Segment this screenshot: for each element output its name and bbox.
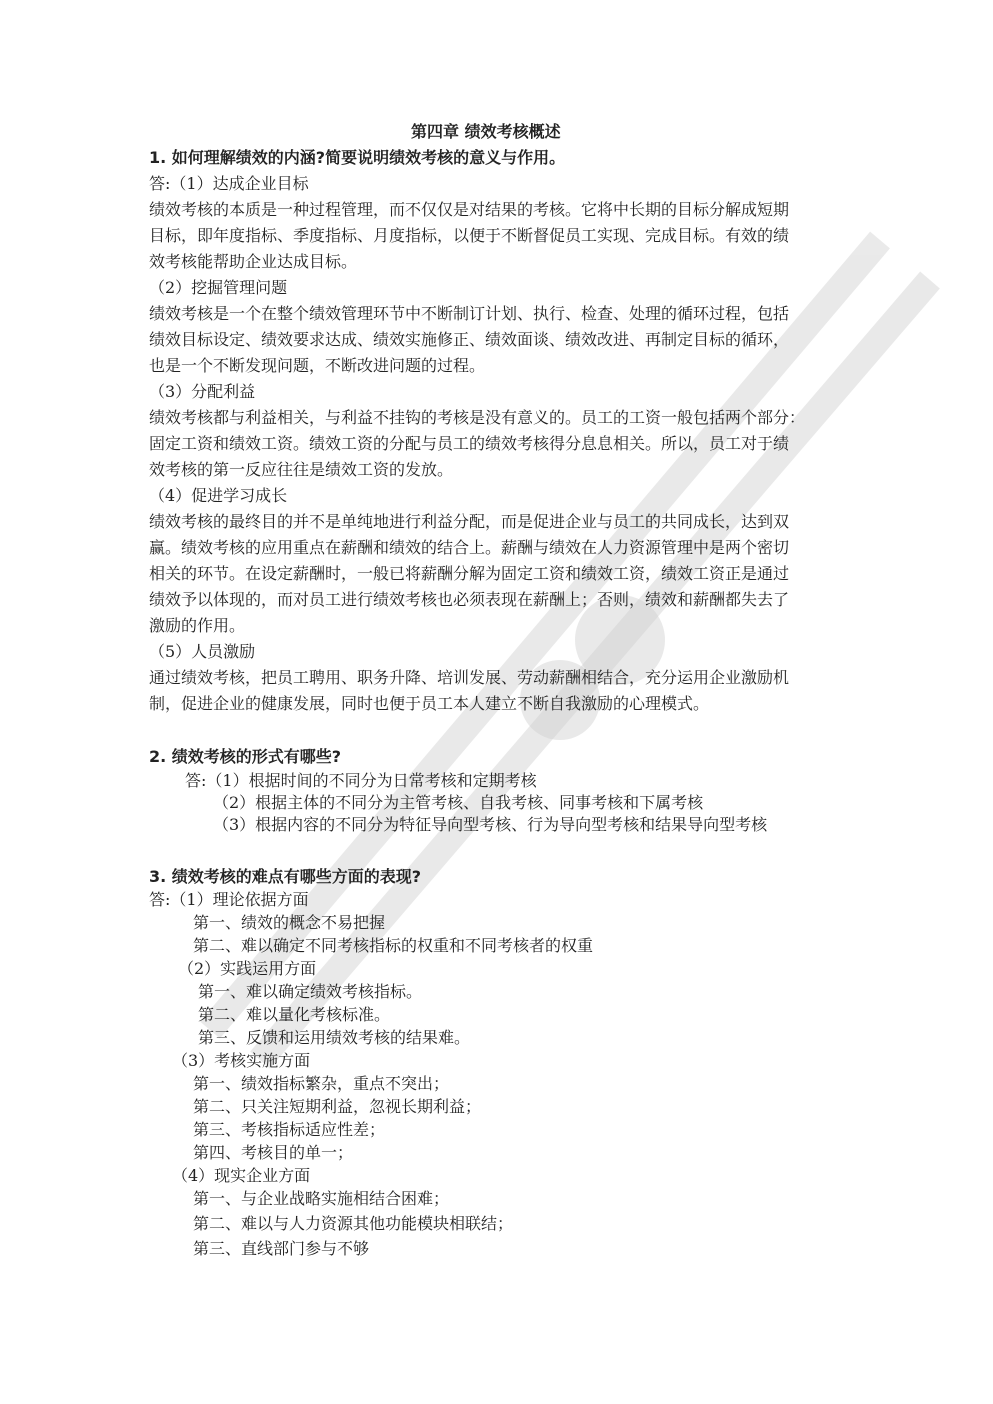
q1-line: （2）挖掘管理问题 bbox=[149, 278, 288, 297]
q1-line: 激励的作用。 bbox=[149, 616, 246, 635]
q1-line: 绩效予以体现的，而对员工进行绩效考核也必须表现在薪酬上；否则，绩效和薪酬都失去了 bbox=[149, 590, 790, 609]
q1-line: 相关的环节。在设定薪酬时，一般已将薪酬分解为固定工资和绩效工资，绩效工资正是通过 bbox=[149, 564, 790, 583]
q3-line: 第三、反馈和运用绩效考核的结果难。 bbox=[198, 1028, 471, 1047]
q3-line: 第一、绩效的概念不易把握 bbox=[193, 913, 386, 932]
q2-line: （2）根据主体的不同分为主管考核、自我考核、同事考核和下属考核 bbox=[213, 793, 704, 812]
q3-line: 第二、难以确定不同考核指标的权重和不同考核者的权重 bbox=[193, 936, 594, 955]
q1-line: 绩效考核的最终目的并不是单纯地进行利益分配，而是促进企业与员工的共同成长，达到双 bbox=[149, 512, 790, 531]
q3-line: 第四、考核目的单一； bbox=[193, 1143, 354, 1162]
q1-line: 固定工资和绩效工资。绩效工资的分配与员工的绩效考核得分息息相关。所以，员工对于绩 bbox=[149, 434, 790, 453]
q1-line: 通过绩效考核，把员工聘用、职务升降、培训发展、劳动薪酬相结合，充分运用企业激励机 bbox=[149, 668, 790, 687]
q1-line: （3）分配利益 bbox=[149, 382, 256, 401]
q3-line: 答:（1）理论依据方面 bbox=[149, 890, 309, 909]
q3-line: 第二、难以与人力资源其他功能模块相联结； bbox=[193, 1214, 514, 1233]
q3-line: 第一、难以确定绩效考核指标。 bbox=[198, 982, 423, 1001]
question-2-heading: 2. 绩效考核的形式有哪些? bbox=[149, 747, 342, 766]
q3-line: （2）实践运用方面 bbox=[178, 959, 317, 978]
q2-line: （3）根据内容的不同分为特征导向型考核、行为导向型考核和结果导向型考核 bbox=[213, 815, 768, 834]
q1-line: 也是一个不断发现问题，不断改进问题的过程。 bbox=[149, 356, 486, 375]
q3-line: （4）现实企业方面 bbox=[172, 1166, 311, 1185]
chapter-title: 第四章 绩效考核概述 bbox=[411, 122, 561, 141]
q1-line: 绩效考核都与利益相关，与利益不挂钩的考核是没有意义的。员工的工资一般包括两个部分： bbox=[149, 408, 806, 427]
q3-line: 第三、直线部门参与不够 bbox=[193, 1239, 370, 1258]
q1-line: （4）促进学习成长 bbox=[149, 486, 288, 505]
q3-line: 第二、难以量化考核标准。 bbox=[198, 1005, 391, 1024]
q1-line: 赢。绩效考核的应用重点在薪酬和绩效的结合上。薪酬与绩效在人力资源管理中是两个密切 bbox=[149, 538, 790, 557]
question-3-heading: 3. 绩效考核的难点有哪些方面的表现? bbox=[149, 867, 422, 886]
q3-line: 第一、绩效指标繁杂，重点不突出； bbox=[193, 1074, 450, 1093]
q1-line: 效考核能帮助企业达成目标。 bbox=[149, 252, 358, 271]
q1-line: 目标，即年度指标、季度指标、月度指标，以便于不断督促员工实现、完成目标。有效的绩 bbox=[149, 226, 790, 245]
q1-line: 绩效目标设定、绩效要求达成、绩效实施修正、绩效面谈、绩效改进、再制定目标的循环， bbox=[149, 330, 790, 349]
q2-line: 答:（1）根据时间的不同分为日常考核和定期考核 bbox=[185, 771, 537, 790]
q1-line: 绩效考核是一个在整个绩效管理环节中不断制订计划、执行、检查、处理的循环过程，包括 bbox=[149, 304, 790, 323]
q3-line: 第三、考核指标适应性差； bbox=[193, 1120, 386, 1139]
q1-line: （5）人员激励 bbox=[149, 642, 256, 661]
q1-line: 效考核的第一反应往往是绩效工资的发放。 bbox=[149, 460, 454, 479]
q3-line: 第二、只关注短期利益，忽视长期利益； bbox=[193, 1097, 482, 1116]
q1-line: 答:（1）达成企业目标 bbox=[149, 174, 309, 193]
q1-line: 绩效考核的本质是一种过程管理，而不仅仅是对结果的考核。它将中长期的目标分解成短期 bbox=[149, 200, 790, 219]
question-1-heading: 1. 如何理解绩效的内涵?简要说明绩效考核的意义与作用。 bbox=[149, 148, 566, 167]
q3-line: 第一、与企业战略实施相结合困难； bbox=[193, 1189, 450, 1208]
q1-line: 制，促进企业的健康发展，同时也便于员工本人建立不断自我激励的心理模式。 bbox=[149, 694, 710, 713]
q3-line: （3）考核实施方面 bbox=[172, 1051, 311, 1070]
